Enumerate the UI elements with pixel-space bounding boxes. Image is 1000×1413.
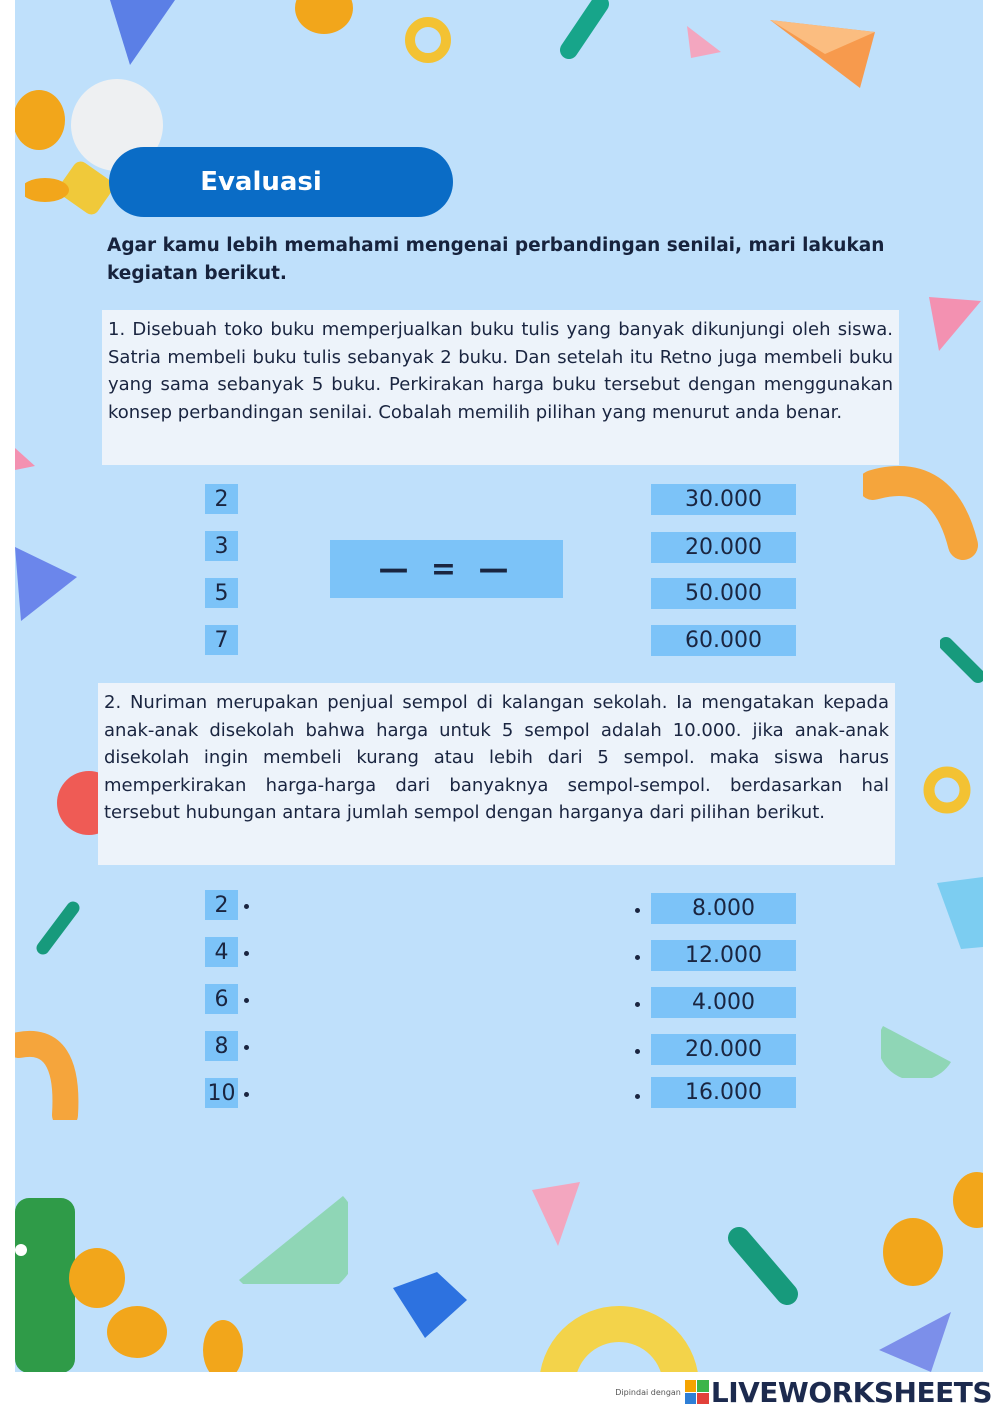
q1-number-option[interactable]: 3: [205, 531, 238, 561]
coin-decoration-bottom-right: [881, 1214, 945, 1290]
page-title: Evaluasi: [200, 167, 322, 197]
pyramid-decoration-bottom: [528, 1180, 583, 1250]
q2-price-option[interactable]: 4.000: [651, 987, 796, 1018]
paper-plane-decoration: [770, 18, 880, 90]
q2-left-match-dot[interactable]: [244, 998, 249, 1003]
q2-left-match-dot[interactable]: [244, 1045, 249, 1050]
q1-price-option[interactable]: 30.000: [651, 484, 796, 515]
question-2-text: 2. Nuriman merupakan penjual sempol di kalangan sekolah. Ia mengatakan kepada anak-anak disekolah bahwa harga untuk 5 sempol adalah 10.000. jika anak-anak disekolah ingin membeli kurang atau lebih dari 5 sempol. maka siswa harus memperkirakan harga-harga dari banyaknya sempol-sempol. berdasarkan hal tersebut hubungan antara jumlah sempol dengan harganya dari pilihan berikut.: [98, 683, 895, 865]
cone-decoration: [100, 0, 180, 70]
q1-number-option[interactable]: 2: [205, 484, 238, 514]
coin-stack-decoration: [65, 1240, 245, 1372]
cylinder-decoration-bottom: [725, 1224, 800, 1306]
cube-decoration: [385, 1270, 471, 1340]
macaroni-decoration: [863, 465, 978, 565]
cylinder-decoration: [555, 0, 610, 60]
liveworksheets-brand[interactable]: LIVEWORKSHEETS: [710, 1375, 992, 1409]
sphere-decoration: [51, 770, 101, 836]
scanned-label: Dipindai dengan: [615, 1387, 681, 1397]
q2-number-option[interactable]: 8: [205, 1031, 238, 1061]
ring-decoration-right: [920, 764, 974, 816]
q2-right-match-dot[interactable]: [635, 1094, 640, 1099]
cylinder-decoration-left: [35, 900, 83, 958]
hemisphere-decoration: [233, 1186, 348, 1284]
coin-decoration: [293, 0, 355, 36]
q2-right-match-dot[interactable]: [635, 1002, 640, 1007]
intro-text: Agar kamu lebih memahami mengenai perbandingan senilai, mari lakukan kegiatan berikut.: [107, 235, 885, 284]
q2-price-option[interactable]: 8.000: [651, 893, 796, 924]
q2-number-option[interactable]: 6: [205, 984, 238, 1014]
q1-price-option[interactable]: 20.000: [651, 532, 796, 563]
q2-price-option[interactable]: 16.000: [651, 1077, 796, 1108]
q2-price-option[interactable]: 12.000: [651, 940, 796, 971]
worksheet-page: [15, 0, 983, 1372]
equation-drop-area[interactable]: — = —: [330, 540, 563, 598]
ring-decoration-bottom: [535, 1290, 703, 1372]
q1-price-option[interactable]: 50.000: [651, 578, 796, 609]
q2-left-match-dot[interactable]: [244, 951, 249, 956]
ring-decoration: [403, 16, 453, 64]
diamond-decoration: [933, 877, 983, 953]
q2-number-option[interactable]: 10: [205, 1078, 238, 1108]
q1-number-option[interactable]: 5: [205, 578, 238, 608]
coin-decoration-right: [951, 1172, 983, 1232]
pyramid-decoration-small: [15, 448, 37, 472]
q2-right-match-dot[interactable]: [635, 955, 640, 960]
cone-decoration-left: [15, 543, 83, 623]
q2-left-match-dot[interactable]: [244, 1092, 249, 1097]
q2-number-option[interactable]: 4: [205, 937, 238, 967]
q2-right-match-dot[interactable]: [635, 908, 640, 913]
q1-number-option[interactable]: 7: [205, 625, 238, 655]
pyramid-decoration-right: [925, 295, 983, 355]
pyramid-decoration: [685, 24, 725, 60]
q2-left-match-dot[interactable]: [244, 904, 249, 909]
q1-price-option[interactable]: 60.000: [651, 625, 796, 656]
liveworksheets-footer: [615, 1376, 992, 1408]
macaroni-decoration-left: [15, 1025, 85, 1120]
cone-decoration-bottom: [873, 1310, 953, 1372]
q2-right-match-dot[interactable]: [635, 1049, 640, 1054]
q2-number-option[interactable]: 2: [205, 890, 238, 920]
cylinder-decoration-right: [940, 636, 983, 688]
liveworksheets-logo-icon: [685, 1380, 709, 1404]
question-1-text: 1. Disebuah toko buku memperjualkan buku tulis yang banyak dikunjungi oleh siswa. Satria membeli buku tulis sebanyak 2 buku. Dan setelah itu Retno juga membeli buku yang sama sebanyak 5 buku. Perkirakan harga buku tersebut dengan menggunakan konsep perbandingan senilai. Cobalah memilih pilihan yang menurut anda benar.: [102, 310, 899, 465]
hemisphere-decoration-right: [881, 1022, 953, 1078]
q2-price-option[interactable]: 20.000: [651, 1034, 796, 1065]
title-banner: [109, 147, 453, 217]
